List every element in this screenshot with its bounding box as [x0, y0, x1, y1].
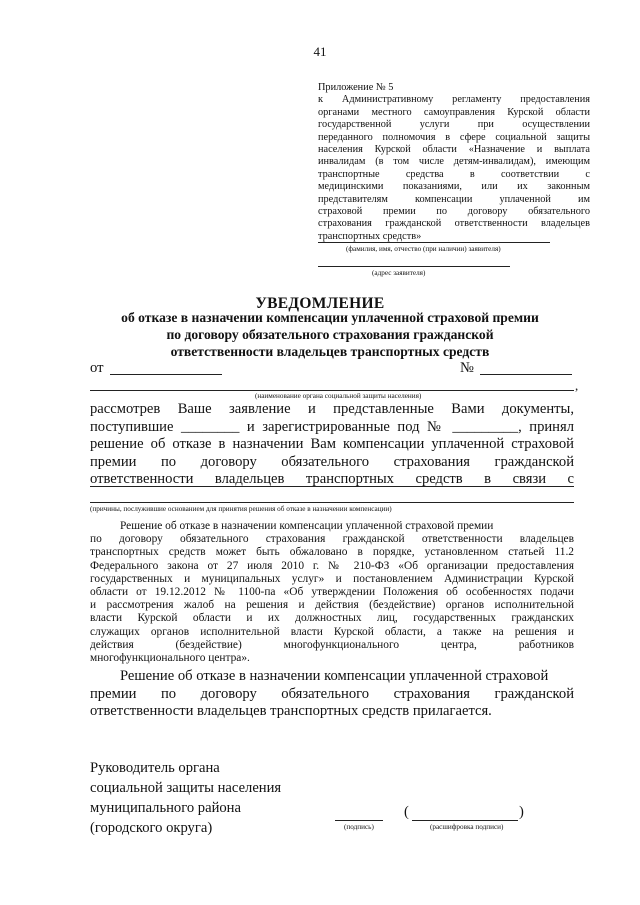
appeal-line: служащих органов исполнительной власти Курской области, а также на решения и — [90, 625, 574, 638]
number-field[interactable] — [480, 374, 572, 375]
appendix-line: переданного полномочия в сфере социальной защиты — [318, 131, 590, 143]
signatory-line: социальной защиты населения — [90, 780, 282, 796]
appeal-line: области от 19.12.2012 № 1100-па «Об утверждении Положения об особенностях подачи — [90, 585, 574, 598]
organization-field[interactable] — [90, 390, 574, 391]
decision-line: премии по договору обязательного страхования гражданской — [90, 453, 574, 470]
appeal-line: Решение об отказе в назначении компенсации уплаченной страховой премии — [120, 520, 494, 532]
reasons-caption: (причины, послужившие основанием для принятия решения об отказе в назначении компенсации) — [90, 505, 392, 513]
appeal-line: Федерального закона от 27 июля 2010 г. № 210-ФЗ «Об организации предоставления — [90, 559, 574, 572]
appendix-title: Приложение № 5 — [318, 82, 394, 93]
signature-decoding-caption: (расшифровка подписи) — [430, 823, 504, 831]
decision-line: ответственности владельцев транспортных средств в связи с — [90, 471, 574, 488]
attachment-line: Решение об отказе в назначении компенсации уплаченной страховой — [120, 668, 549, 684]
appeal-line: и рассмотрения жалоб на решения и действия (бездействие) органов исполнительной — [90, 599, 574, 612]
date-field[interactable] — [110, 374, 222, 375]
appendix-line: транспортные средства в соответствии с — [318, 168, 590, 180]
organization-comma: , — [575, 378, 579, 393]
subtitle-line: по договору обязательного страхования гражданской — [166, 327, 494, 342]
decision-line: поступившие ________ и зарегистрированные под № _________, принял — [90, 418, 574, 435]
attachment-paragraph — [90, 668, 574, 721]
organization-caption: (наименование органа социальной защиты населения) — [255, 392, 422, 400]
appendix-line: представителям компенсации уплаченной им — [318, 193, 590, 205]
appendix-line: населения Курской области «Назначение и выплата — [318, 143, 590, 155]
decision-paragraph — [90, 401, 574, 489]
signature-decoding-close-paren: ) — [519, 804, 524, 820]
applicant-address-caption: (адрес заявителя) — [372, 269, 426, 277]
document-title: УВЕДОМЛЕНИЕ — [255, 295, 385, 312]
appendix-line: инвалидам (в том числе детям-инвалидам), имеющим — [318, 156, 590, 168]
signatory-line: (городского округа) — [90, 820, 213, 836]
reasons-field[interactable] — [90, 502, 574, 503]
page-number: 41 — [313, 44, 327, 59]
decision-line: рассмотрев Ваше заявление и представленные Вами документы, — [90, 401, 574, 417]
appendix-line: страховой премии по договору обязательного — [318, 205, 590, 217]
attachment-line: премии по договору обязательного страхования гражданской — [90, 685, 574, 702]
subtitle-line: ответственности владельцев транспортных средств — [170, 344, 490, 359]
appendix-line: страхования гражданской ответственности владельцев — [318, 218, 590, 230]
signature-caption: (подпись) — [344, 823, 374, 831]
appeal-line: государственных и муниципальных услуг» и постановлением Администрации Курской — [90, 572, 574, 585]
signature-decoding-field[interactable] — [412, 820, 518, 821]
appendix-block — [318, 82, 590, 243]
number-prefix: № — [460, 360, 474, 376]
appendix-line: медицинскими показаниями, или их законным — [318, 181, 590, 193]
appendix-line: транспортных средств» — [318, 230, 422, 242]
signatory-line: муниципального района — [90, 800, 241, 816]
signature-field[interactable] — [335, 820, 383, 821]
appeal-line: транспортных средств может быть обжаловано в порядке, установленном статьей 11.2 — [90, 546, 574, 559]
subtitle-line: об отказе в назначении компенсации уплаченной страховой премии — [121, 310, 539, 325]
date-prefix: от — [90, 360, 104, 376]
appeal-line: власти Курской области и их должностных лиц, государственных гражданских — [90, 612, 574, 625]
appendix-line: государственной услуги при осуществлении — [318, 119, 590, 131]
appeal-line: действия (бездействие) многофункционального центра, работников — [90, 638, 574, 651]
appendix-line: органами местного самоуправления Курской области — [318, 106, 590, 118]
attachment-line: ответственности владельцев транспортных средств прилагается. — [90, 703, 492, 720]
decision-line: решение об отказе в назначении Вам компенсации уплаченной страховой — [90, 436, 574, 453]
appeal-line: по договору обязательного страхования гражданской ответственности владельцев — [90, 533, 574, 546]
applicant-name-caption: (фамилия, имя, отчество (при наличии) заявителя) — [346, 245, 501, 253]
applicant-name-line[interactable] — [318, 242, 550, 243]
signatory-line: Руководитель органа — [90, 760, 220, 776]
signatory-block — [90, 758, 330, 838]
applicant-address-line[interactable] — [318, 266, 510, 267]
appeal-paragraph — [90, 520, 574, 665]
reasons-field[interactable] — [90, 486, 574, 487]
document-subtitle — [60, 309, 600, 360]
signature-decoding-open-paren: ( — [404, 804, 409, 820]
appendix-line: к Административному регламенту предоставления — [318, 94, 590, 106]
appeal-line: многофункционального центра». — [90, 651, 250, 664]
